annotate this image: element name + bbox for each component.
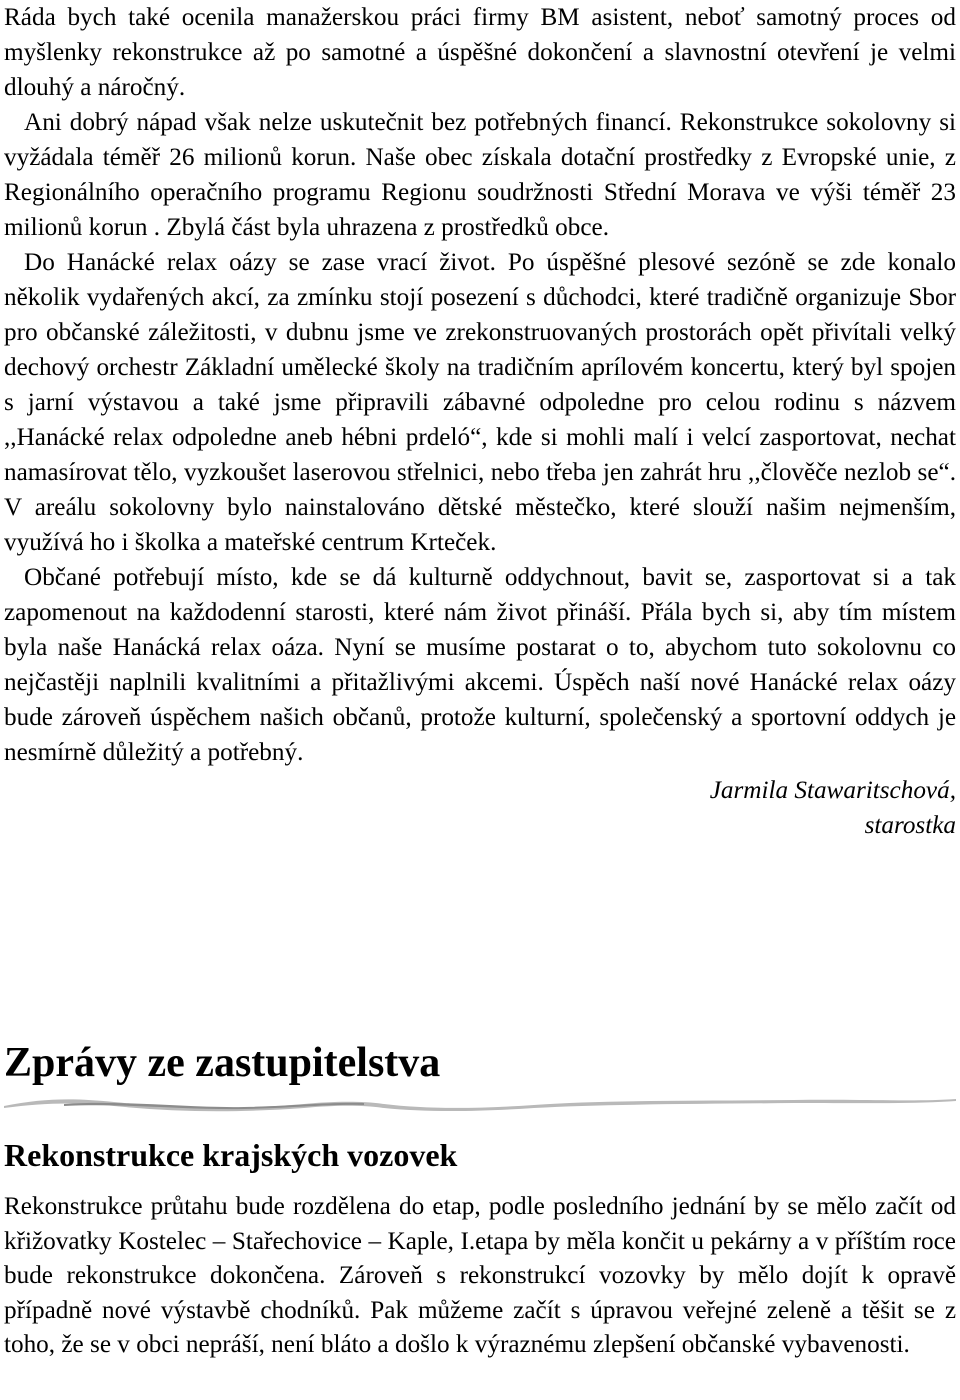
- title-underline-ornament: [4, 1092, 956, 1118]
- document-page: [4, 0, 956, 1359]
- section-subtitle: Rekonstrukce krajských vozovek: [4, 1137, 458, 1173]
- article-paragraph-1: Ráda bych také ocenila manažerskou práci firmy BM asistent, neboť samotný proces od myšlenky rekonstrukce až po samotné a úspěšné dokončení a slavnostní otevření je velmi dlouhý a náročný.: [4, 4, 956, 101]
- section-paragraph-1: Rekonstrukce průtahu bude rozdělena do etap, podle posledního jednání by se mělo začít od křižovatky Kostelec – Stařechovice – Kaple, I.etapa by měla končit u pekárny a v příštím roce bude rekonstrukce dokončena. Zároveň s rekonstrukcí vozovky by mělo dojít k opravě případně nové výstavbě chodníků. Pak můžeme začít s úpravou veřejné zeleně a těšit se z toho, že se v obci nepráší, není bláto a došlo k výraznému zlepšení občanské vybavenosti.: [4, 1193, 956, 1359]
- section-title: Zprávy ze zastupitelstva: [4, 1040, 441, 1086]
- article: [4, 0, 956, 843]
- article-paragraph-2: Ani dobrý nápad však nelze uskutečnit bez potřebných financí. Rekonstrukce sokolovny si vyžádala téměř 26 milionů korun. Naše obec získala dotační prostředky z Evropské unie, z Regionálního operačního programu Regionu soudržnosti Střední Morava ve výši téměř 23 milionů korun . Zbylá část byla uhrazena z prostředků obce.: [4, 109, 956, 241]
- article-paragraph-3: Do Hanácké relax oázy se zase vrací život. Po úspěšné plesové sezóně se zde konalo několik vydařených akcí, za zmínku stojí posezení s důchodci, které tradičně organizuje Sbor pro občanské záležitosti, v dubnu jsme ve zrekonstruovaných prostorách opět přivítali velký dechový orchestr Základní umělecké školy na tradičním aprílovém koncertu, který byl spojen s jarní výstavou a také jsme připravili zábavné odpoledne pro celou rodinu s názvem ,,Hanácké relax odpoledne aneb hébni prdeló“, kde si mohli malí i velcí zasportovat, nechat namasírovat tělo, vyzkoušet laserovou střelnici, nebo třeba jen zahrát hru ,,člověče nezlob se“. V areálu sokolovny bylo nainstalováno dětské městečko, které slouží našim nejmenším, využívá ho i školka a mateřské centrum Krteček.: [4, 249, 956, 556]
- section-body: [4, 1190, 956, 1363]
- signature-name: Jarmila Stawaritschová,: [709, 777, 956, 804]
- signature-role: starostka: [864, 812, 956, 839]
- article-paragraph-4: Občané potřebují místo, kde se dá kulturně oddychnout, bavit se, zasportovat si a tak zapomenout na každodenní starosti, které nám život přináší. Přála bych si, aby tím místem byla naše Hanácká relax oáza. Nyní se musíme postarat o to, abychom tuto sokolovnu co nejčastěji naplnili kvalitními a přitažlivými akcemi. Úspěch naší nové Hanácké relax oázy bude zároveň úspěchem našich občanů, protože kulturní, společenský a sportovní oddych je nesmírně důležitý a potřebný.: [4, 564, 956, 766]
